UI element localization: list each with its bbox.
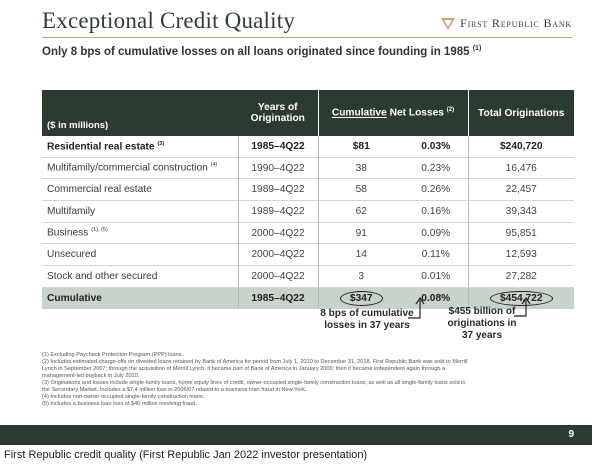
- row-loss-pct: 0.16%: [404, 201, 468, 223]
- row-label: Stock and other secured: [42, 266, 238, 288]
- slide-title: Exceptional Credit Quality: [42, 8, 296, 33]
- table-header-row: [42, 90, 574, 136]
- title-rule: [42, 37, 572, 38]
- row-losses: 62: [318, 201, 404, 223]
- bank-logo-icon: [441, 18, 455, 30]
- row-originations: 95,851: [468, 222, 574, 244]
- header-years: Years of Origination: [238, 90, 318, 136]
- footnote: (2) Includes estimated charge-offs on divested loans retained by Bank of America for period from July 1, 2010 to December 31, 2018. First Republic Bank was sold to Merrill: [42, 359, 468, 365]
- table-row: [42, 266, 574, 288]
- row-label: Unsecured: [42, 244, 238, 266]
- row-losses: 58: [318, 179, 404, 201]
- row-originations: $240,720: [468, 136, 574, 157]
- row-loss-pct: 0.23%: [404, 157, 468, 179]
- row-originations: 39,343: [468, 201, 574, 223]
- row-years: 2000–4Q22: [238, 244, 318, 266]
- footnote: the Secondary Market. Includes a $7.4 million loss in 2006/07 related to a business loan fraud in New York.: [42, 387, 307, 393]
- table-row: [42, 136, 574, 157]
- table-row: [42, 222, 574, 244]
- row-label: Business $^{(1), (5)}$: [42, 222, 238, 244]
- row-originations: 22,457: [468, 179, 574, 201]
- total-loss-pct: 0.08%: [404, 287, 468, 308]
- row-losses: 14: [318, 244, 404, 266]
- footnote: (5) Includes a business loan loss of $40 million involving fraud.: [42, 401, 197, 407]
- table-row: [42, 244, 574, 266]
- footnote: Lynch in September 2007; through the acquisition of Merrill Lynch, it became part of Bank of America in January 2009; then it became independent again through a: [42, 366, 446, 372]
- row-losses: $81: [318, 136, 404, 157]
- row-loss-pct: 0.11%: [404, 244, 468, 266]
- row-originations: 12,593: [468, 244, 574, 266]
- header-units: ($ in millions): [42, 90, 238, 136]
- row-label: Residential real estate $^{(3)}$: [42, 136, 238, 157]
- image-caption: First Republic credit quality (First Republic Jan 2022 investor presentation): [4, 449, 368, 461]
- row-losses: 91: [318, 222, 404, 244]
- row-label: Multifamily: [42, 201, 238, 223]
- row-label: Commercial real estate: [42, 179, 238, 201]
- footnote: (4) Includes non-owner-occupied single-family construction loans.: [42, 394, 205, 400]
- row-years: 1989–4Q22: [238, 179, 318, 201]
- footnote: (1) Excluding Paycheck Protection Program (PPP) loans.: [42, 352, 184, 358]
- row-loss-pct: 0.09%: [404, 222, 468, 244]
- row-label: Multifamily/commercial construction $^{(4)}$: [42, 157, 238, 179]
- brand-name: First Republic Bank: [460, 16, 572, 30]
- row-years: 2000–4Q22: [238, 266, 318, 288]
- originations-callout: $455 billion of originations in 37 years: [447, 306, 517, 341]
- footnote: (3) Originations and losses include single-family loans, home equity lines of credit, owner-occupied single-family construction loans, as well as all single-family loans sold in: [42, 380, 466, 386]
- credit-quality-table: [42, 90, 574, 309]
- row-years: 1985–4Q22: [238, 136, 318, 157]
- footnotes: [42, 352, 582, 408]
- table-row: [42, 201, 574, 223]
- table-body: [42, 136, 574, 309]
- page-number: 9: [568, 429, 574, 440]
- brand-logo: [441, 16, 572, 31]
- row-losses: 38: [318, 157, 404, 179]
- row-loss-pct: 0.03%: [404, 136, 468, 157]
- row-loss-pct: 0.01%: [404, 266, 468, 288]
- row-originations: 16,476: [468, 157, 574, 179]
- header-losses: Cumulative Net Losses $^{(2)}$: [318, 90, 468, 136]
- total-losses-cell: [318, 287, 404, 308]
- footer-bar: [0, 425, 592, 445]
- total-losses: $347: [340, 291, 383, 306]
- footnote: management-led buyback in July 2010.: [42, 373, 140, 379]
- row-years: 1990–4Q22: [238, 157, 318, 179]
- total-years: 1985–4Q22: [238, 287, 318, 308]
- row-years: 1989–4Q22: [238, 201, 318, 223]
- row-originations: 27,282: [468, 266, 574, 288]
- total-label: Cumulative: [42, 287, 238, 308]
- total-originations: $454,722: [490, 291, 553, 306]
- header-originations: Total Originations: [468, 90, 574, 136]
- table-row: [42, 179, 574, 201]
- row-losses: 3: [318, 266, 404, 288]
- row-years: 2000–4Q22: [238, 222, 318, 244]
- losses-callout: 8 bps of cumulative losses in 37 years: [320, 308, 414, 331]
- row-loss-pct: 0.26%: [404, 179, 468, 201]
- slide-subtitle: Only 8 bps of cumulative losses on all loans originated since founding in 1985 $^{(1)}$: [42, 45, 482, 58]
- table-row: [42, 157, 574, 179]
